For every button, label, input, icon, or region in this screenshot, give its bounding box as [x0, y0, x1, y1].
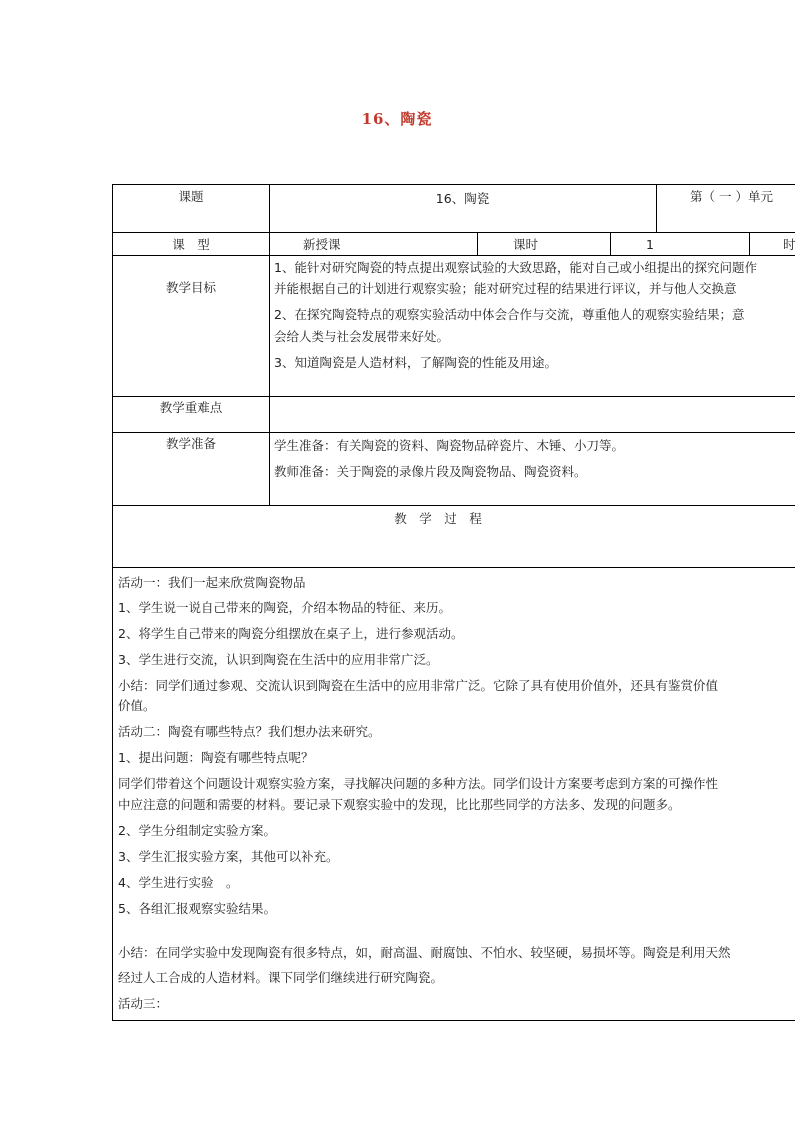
type-value: 新授课: [303, 237, 341, 252]
process-line: 2、学生分组制定实验方案。: [118, 823, 276, 838]
topic-label: 课题: [178, 189, 204, 204]
process-line: 1、提出问题：陶瓷有哪些特点呢？: [118, 750, 314, 765]
process-heading: 教 学 过 程: [394, 511, 482, 526]
objectives-label: 教学目标: [165, 280, 216, 295]
process-line: 活动一：我们一起来欣赏陶瓷物品: [118, 575, 306, 590]
process-line: 1、学生说一说自己带来的陶瓷，介绍本物品的特征、来历。: [118, 600, 451, 615]
process-line: 5、各组汇报观察实验结果。: [118, 901, 276, 916]
column-divider: [269, 185, 270, 505]
type-label: 课 型: [172, 237, 210, 252]
process-line: 经过人工合成的人造材料。课下同学们继续进行研究陶瓷。: [118, 970, 444, 985]
process-line: 中应注意的问题和需要的材料。要记录下观察实验中的发现，比比那些同学的方法多、发现的问题多。: [118, 797, 681, 812]
row-divider: [113, 232, 795, 233]
column-divider: [656, 185, 657, 232]
row-divider: [113, 505, 795, 506]
column-divider: [610, 232, 611, 255]
process-line: 2、将学生自己带来的陶瓷分组摆放在桌子上，进行参观活动。: [118, 626, 464, 641]
column-divider: [477, 232, 478, 255]
process-line: 3、学生汇报实验方案，其他可以补充。: [118, 849, 339, 864]
lesson-plan-table: [112, 184, 795, 1021]
key-points-label: 教学重难点: [159, 400, 223, 415]
preparation-line: 学生准备：有关陶瓷的资料、陶瓷物品碎瓷片、木锤、小刀等。: [274, 438, 625, 453]
process-line: 活动三：: [118, 996, 169, 1011]
row-divider: [113, 567, 795, 568]
period-value: 1: [646, 237, 654, 252]
row-divider: [113, 255, 795, 256]
preparation-line: 教师准备：关于陶瓷的录像片段及陶瓷物品、陶瓷资料。: [274, 464, 587, 479]
process-line: 价值。: [118, 698, 156, 713]
unit-label: 第（ 一 ）单元: [690, 189, 773, 204]
objective-line: 1、能针对研究陶瓷的特点提出观察试验的大致思路，能对自己或小组提出的探究问题作: [274, 260, 757, 275]
topic-value: 16、陶瓷: [435, 191, 490, 206]
time-label: 时: [783, 237, 796, 252]
process-line: 3、学生进行交流，认识到陶瓷在生活中的应用非常广泛。: [118, 652, 439, 667]
objective-line: 3、知道陶瓷是人造材料，了解陶瓷的性能及用途。: [274, 355, 557, 370]
preparation-label: 教学准备: [165, 436, 216, 451]
page-title: 16、陶瓷: [361, 110, 433, 128]
process-line: 小结：在同学实验中发现陶瓷有很多特点，如，耐高温、耐腐蚀、不怕水、较坚硬，易损坏等。陶瓷是利用天然: [118, 945, 731, 960]
process-line: 活动二：陶瓷有哪些特点？我们想办法来研究。: [118, 724, 381, 739]
objective-line: 并能根据自己的计划进行观察实验；能对研究过程的结果进行评议，并与他人交换意: [274, 281, 737, 296]
column-divider: [749, 232, 750, 255]
process-line: 4、学生进行实验 。: [118, 875, 239, 890]
period-label: 课时: [513, 237, 539, 252]
row-divider: [113, 432, 795, 433]
objective-line: 会给人类与社会发展带来好处。: [274, 329, 450, 344]
process-line: 同学们带着这个问题设计观察实验方案，寻找解决问题的多种方法。同学们设计方案要考虑到方案的可操作性: [118, 776, 719, 791]
row-divider: [113, 396, 795, 397]
process-line: 小结：同学们通过参观、交流认识到陶瓷在生活中的应用非常广泛。它除了具有使用价值外，还具有鉴赏价值: [118, 678, 719, 693]
objective-line: 2、在探究陶瓷特点的观察实验活动中体会合作与交流，尊重他人的观察实验结果；意: [274, 307, 745, 322]
